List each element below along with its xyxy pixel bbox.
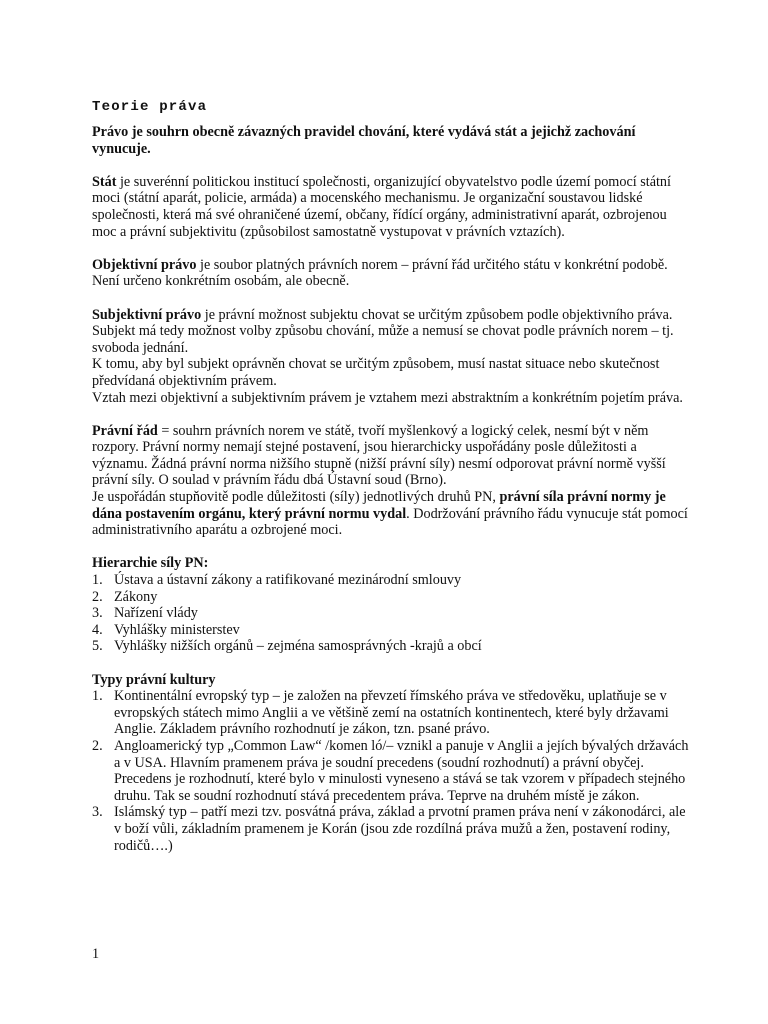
list-number: 2. xyxy=(92,737,103,754)
list-text: Vyhlášky ministerstev xyxy=(114,621,240,638)
paragraph-subjektivni-2: K tomu, aby byl subjekt oprávněn chovat se určitým způsobem, musí nastat situace nebo skutečnost předvídaná objektivním právem. xyxy=(92,356,660,389)
term-stat: Stát xyxy=(92,173,117,190)
list-text: Zákony xyxy=(114,588,158,605)
paragraph-pravni-rad xyxy=(92,423,692,489)
paragraph-objektivni xyxy=(92,257,692,290)
term-objektivni: Objektivní právo xyxy=(92,256,197,273)
text-objektivni: je soubor platných právních norem – právní řád určitého státu v konkrétní podobě. Není určeno konkrétním osobám, ale obecně. xyxy=(92,256,668,290)
list-text: Angloamerický typ „Common Law“ /komen ló/– vznikl a panuje v Anglii a jejích bývalých državách a v USA. Hlavním pramenem práva je soudní precedens (soudní rozhodnutí) a právní obyčej. Precedens je rozhodnutí, které bylo v minulosti vyneseno a stává se tak vzorem v případech stejného druhu. Tak se soudní rozhodnutí stává precedentem práva. Teprve na druhém místě je zákon. xyxy=(114,737,689,804)
paragraph-subjektivni xyxy=(92,307,692,357)
section-spacer xyxy=(92,655,692,672)
list-number: 3. xyxy=(92,605,103,622)
list-item xyxy=(92,622,692,639)
law-definition: Právo je souhrn obecně závazných pravidel chování, které vydává stát a jejichž zachování vynucuje. xyxy=(92,124,636,157)
list-number: 3. xyxy=(92,804,103,821)
text-pravni-rad-2-start: Je uspořádán stupňovitě podle důležitosti (síly) jednotlivých druhů PN, xyxy=(92,489,500,506)
hierarchy-list xyxy=(92,572,692,655)
paragraph-pravni-rad-2 xyxy=(92,489,692,539)
list-item xyxy=(92,638,692,655)
paragraph-subjektivni-3: Vztah mezi objektivní a subjektivním právem je vztahem mezi abstraktním a konkrétním pojetím práva. xyxy=(92,389,683,406)
culture-types-list xyxy=(92,688,692,854)
list-number: 5. xyxy=(92,638,103,655)
text-pravni-rad: = souhrn právních norem ve státě, tvoří myšlenkový a logický celek, nesmí být v něm rozpory. Právní normy nemají stejné postavení, jsou hierarchicky uspořádány posle důležitosti a významu. Žádná právní norma nižšího stupně (nižší právní síly) nesmí odporovat právní normě vyšší právní síly. O soulad v právním řádu dbá Ústavní soud (Brno). xyxy=(92,422,666,489)
list-number: 1. xyxy=(92,572,103,589)
text-pravni-rad-2-end: . Dodržování právního řádu vynucuje stát pomocí administrativního aparátu a ozbrojené moci. xyxy=(92,505,688,539)
list-text: Ústava a ústavní zákony a ratifikované mezinárodní smlouvy xyxy=(114,572,462,589)
text-pravni-rad-2-bold: právní síla právní normy je dána postavením orgánu, který právní normu vydal xyxy=(92,489,666,522)
paragraph-stat xyxy=(92,174,692,240)
list-item xyxy=(92,589,692,606)
page-number: 1 xyxy=(92,946,100,962)
list-number: 4. xyxy=(92,621,103,638)
list-text: Vyhlášky nižších orgánů – zejména samosprávných -krajů a obcí xyxy=(114,638,482,655)
text-stat: je suverénní politickou institucí společnosti, organizující obyvatelstvo podle území pomocí státní moci (státní aparát, policie, armáda) a mocenského mechanismu. Je organizační soustavou lidské společnosti, která má své ohraničené území, občany, řídící orgány, administrativní aparát, ozbrojenou moc a právní subjektivitu (způsobilost samostatně vystupovat v právních vztazích). xyxy=(92,173,671,240)
list-text: Nařízení vlády xyxy=(114,605,198,622)
text-subjektivni: je právní možnost subjektu chovat se určitým způsobem podle objektivního práva. Subjekt má tedy možnost volby způsobu chování, může a nemusí se chovat podle právních norem – tj. svoboda jednání. xyxy=(92,306,674,356)
list-number: 1. xyxy=(92,688,103,705)
list-item xyxy=(92,605,692,622)
culture-types-heading: Typy právní kultury xyxy=(92,671,216,688)
list-item xyxy=(92,572,692,589)
list-text: Kontinentální evropský typ – je založen na převzetí římského práva ve středověku, uplatňuje se v evropských státech mimo Anglii a ve většině zemí na ostatních kontinentech, které byly državami Anglie. Základem právního rozhodnutí je zákon, tzn. psané právo. xyxy=(114,688,669,738)
list-item xyxy=(92,804,692,854)
term-pravni-rad: Právní řád xyxy=(92,422,158,439)
list-number: 2. xyxy=(92,588,103,605)
list-item xyxy=(92,688,692,738)
term-subjektivni: Subjektivní právo xyxy=(92,306,202,323)
document-body xyxy=(92,98,692,854)
list-item xyxy=(92,738,692,804)
hierarchy-heading: Hierarchie síly PN: xyxy=(92,555,209,572)
list-text: Islámský typ – patří mezi tzv. posvátná práva, základ a prvotní pramen práva není v zákonodárci, ale v boží vůli, základním pramenem je Korán (jsou zde rozdílná práva mužů a žen, postavení rodiny, rodičů….) xyxy=(114,804,686,854)
document-title: Teorie práva xyxy=(92,99,208,115)
